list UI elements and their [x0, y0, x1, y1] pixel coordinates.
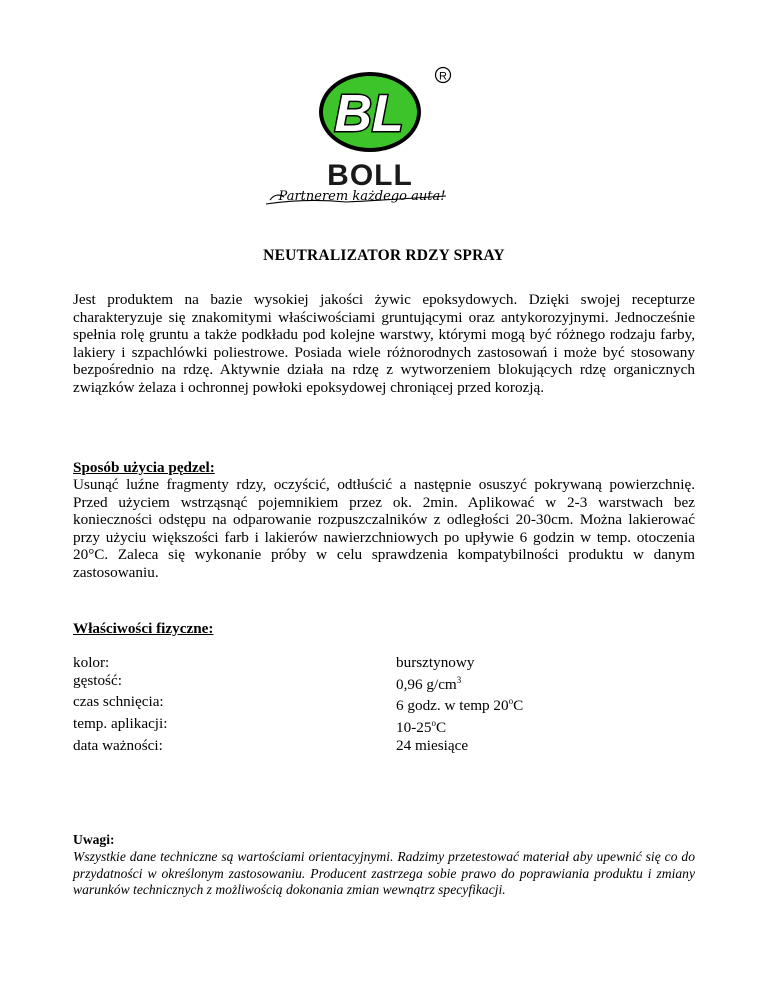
- property-label: temp. aplikacji:: [73, 714, 168, 732]
- property-row: [73, 654, 633, 672]
- intro-paragraph: Jest produktem na bazie wysokiej jakości żywic epoksydowych. Dzięki swojej recepturze charakteryzuje się znakomitymi właściwościami gruntującymi oraz antykorozyjnymi. Jednocześnie spełnia rolę gruntu a także podkładu pod kolejne warstwy, którymi mogą być różnego rodzaju farby, lakiery i szpachlówki poliestrowe. Posiada wiele różnorodnych zastosowań i może być stosowany bezpośrednio na rdzę. Aktywnie działa na rdzę z wytworzeniem blokujących rdzę organicznych związków żelaza i ochronnej powłoki epoksydowej chroniącej przed korozją.: [73, 291, 695, 396]
- property-label: gęstość:: [73, 671, 122, 689]
- property-row: [73, 737, 633, 755]
- boll-logo: [262, 60, 502, 220]
- logo-wordmark: BOLL: [327, 159, 413, 192]
- property-row: [73, 693, 633, 715]
- property-value: 0,96 $g/cm^3$: [396, 674, 462, 693]
- property-value: 10-25$^o$C: [396, 717, 447, 736]
- property-value: bursztynowy: [396, 654, 475, 671]
- document-title: NEUTRALIZATOR RDZY SPRAY: [263, 247, 505, 264]
- property-row: [73, 715, 633, 737]
- logo-monogram: BL: [334, 85, 404, 143]
- usage-heading: Sposób użycia pędzel:: [73, 459, 215, 476]
- notes-heading: Uwagi:: [73, 832, 115, 847]
- property-value: 24 miesiące: [396, 736, 469, 754]
- logo-tagline: Partnerem każdego auta!: [278, 189, 446, 204]
- usage-paragraph: Usunąć luźne fragmenty rdzy, oczyścić, odtłuścić a następnie osuszyć pokrywaną powierzchnię. Przed użyciem wstrząsnąć pojemnikiem przez ok. 2min. Aplikować w 2-3 warstwach bez konieczności odstępu na odparowanie rozpuszczalników z odległości 20-30cm. Można lakierować przy użyciu większości farb i lakierów nawierzchniowych po upływie 6 godzin w temp. otoczenia 20°C. Zaleca się wykonanie próby w celu sprawdzenia kompatybilności produktu w danym zastosowaniu.: [73, 476, 695, 581]
- svg-text:R: R: [439, 70, 447, 83]
- notes-paragraph: Wszystkie dane techniczne są wartościami orientacyjnymi. Radzimy przetestować materiał aby upewnić się co do przydatności w określonym zastosowaniu. Producent zastrzega sobie prawo do poprawiania produktu i zmiany warunków technicznych z możliwością dokonania zmian wewnątrz specyfikacji.: [73, 849, 695, 898]
- properties-heading: Właściwości fizyczne:: [73, 620, 214, 637]
- property-value: 6 godz. w temp 20$^o$C: [396, 696, 524, 715]
- property-row: [73, 672, 633, 694]
- property-label: data ważności:: [73, 736, 163, 754]
- properties-table: [73, 654, 633, 754]
- property-label: kolor:: [73, 654, 110, 671]
- property-label: czas schnięcia:: [73, 693, 164, 711]
- boll-logo-graphic: [262, 60, 502, 220]
